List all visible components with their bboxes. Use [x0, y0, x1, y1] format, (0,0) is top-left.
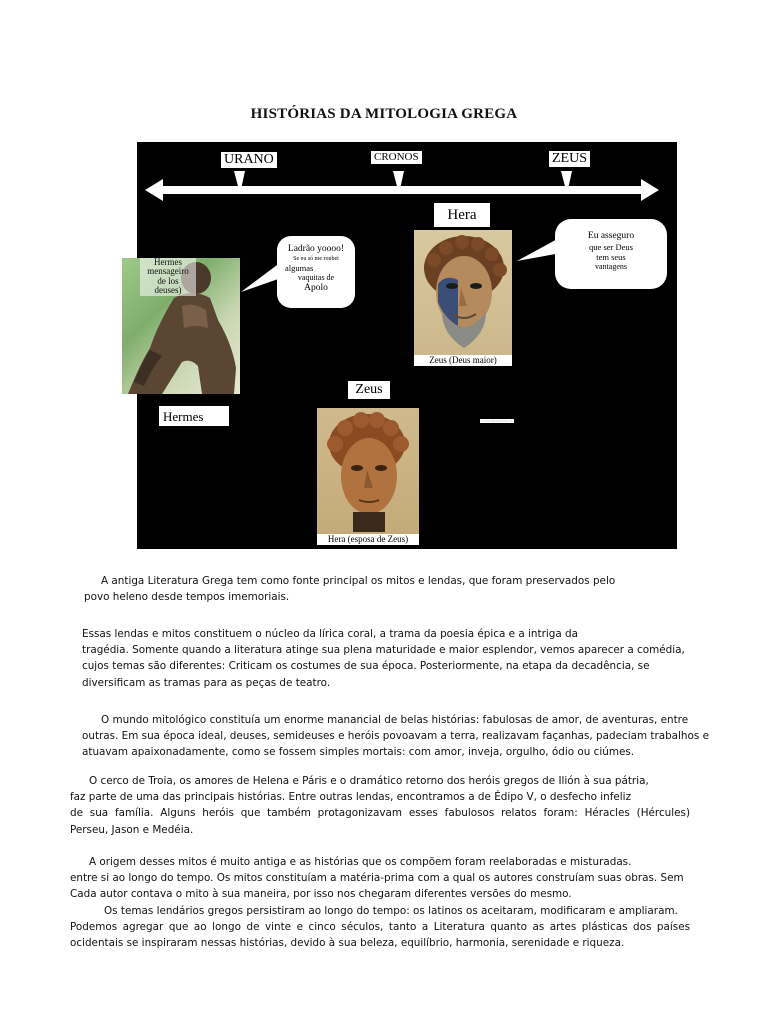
- paragraph-line: povo heleno desde tempos imemoriais.: [84, 591, 290, 604]
- paragraph-line: de sua família. Alguns heróis que também protagonizavam esses fabulosos relatos foram: Héracles (Hércules): [70, 807, 690, 820]
- bubble-tail: [241, 256, 281, 296]
- hermes-label-line: mensageiro: [147, 266, 189, 277]
- paragraph-line: Podemos agregar que ao longo de vinte e cinco séculos, tanto a Literatura quanto as artes plásticas dos países: [70, 920, 690, 933]
- page-title: HISTÓRIAS DA MITOLOGIA GREGA: [250, 106, 518, 122]
- hera-caption: Hera (esposa de Zeus): [317, 534, 419, 545]
- timeline-label-zeus: ZEUS: [549, 151, 590, 167]
- paragraph-line: outras. Em sua época ideal, deuses, semideuses e heróis povoavam a terra, realizavam façanhas, padeciam trabalhos e: [82, 730, 709, 743]
- hera-photo: [317, 408, 419, 545]
- hermes-label-line: Hermes: [154, 258, 182, 267]
- hera-head-illustration: [317, 408, 419, 532]
- paragraph-line: Cada autor contava o mito à sua maneira, por isso nos chegaram diferentes versões do mesmo.: [70, 888, 572, 901]
- paragraph-line: Os temas lendários gregos persistiram ao longo do tempo: os latinos os aceitaram, modificaram e ampliaram.: [104, 904, 678, 917]
- hermes-name-box: Hermes: [159, 406, 229, 426]
- speech-line: Apolo: [304, 283, 328, 293]
- paragraph-line: O cerco de Troia, os amores de Helena e Páris e o dramático retorno dos heróis gregos de Ilión à sua pátria,: [89, 775, 649, 787]
- zeus-head-illustration: [414, 230, 512, 352]
- speech-line: Se eu só me roubei: [293, 256, 339, 262]
- paragraph-line: atuavam apaixonadamente, como se fossem simples mortais: com amor, inveja, orgulho, ódio ou ciúmes.: [82, 746, 635, 759]
- hermes-speech-bubble: [241, 236, 359, 310]
- hera-name-box: Hera: [434, 203, 490, 227]
- paragraph-3: [82, 712, 722, 761]
- speech-line: tem seus: [596, 252, 626, 262]
- paragraph-line: Perseu, Jason e Medéia.: [70, 823, 194, 836]
- timeline-label-urano: URANO: [221, 152, 277, 168]
- paragraph-line: faz parte de uma das principais histórias. Entre outras lendas, encontramos a de Édipo V, o desfecho infeliz: [70, 791, 632, 804]
- hermes-photo-label: [140, 258, 196, 296]
- speech-line: vantagens: [595, 262, 627, 271]
- speech-line: algumas: [285, 263, 314, 273]
- zeus-photo: [414, 230, 512, 366]
- zeus-name-box: Zeus: [348, 381, 390, 399]
- speech-line: vaquitas de: [297, 273, 335, 282]
- paragraph-line: ocidentais se inspiraram nessas histórias, devido à sua beleza, equilíbrio, harmonia, serenidade e riqueza.: [70, 937, 625, 950]
- paragraph-line: O mundo mitológico constituía um enorme manancial de belas histórias: fabulosas de amor, de aventuras, entre: [101, 714, 689, 726]
- timeline-label-cronos: CRONOS: [371, 151, 422, 164]
- paragraph-line: Essas lendas e mitos constituem o núcleo da lírica coral, a trama da poesia épica e a intriga da: [82, 628, 578, 640]
- paragraph-2: [82, 626, 692, 691]
- zeus-caption: Zeus (Deus maior): [414, 355, 512, 366]
- hermes-speech-text: [277, 236, 355, 308]
- paragraph-line: entre si ao longo do tempo. Os mitos constituíam a matéria-prima com a qual os autores construíam suas obras. Sem: [70, 872, 684, 885]
- hermes-label-line: deuses): [154, 285, 182, 296]
- paragraph-line: cujos temas são diferentes: Criticam os costumes de sua época. Posteriormente, na etapa da decadência, se: [82, 660, 650, 673]
- paragraph-1: [84, 573, 684, 605]
- speech-line: Eu asseguro: [587, 231, 635, 241]
- timeline-arrow-shape: [145, 179, 659, 201]
- paragraph-line: A origem desses mitos é muito antiga e as histórias que os compõem foram reelaboradas e misturadas.: [89, 856, 632, 868]
- zeus-speech-bubble: [517, 219, 669, 291]
- paragraph-line: diversificam as tramas para as peças de teatro.: [82, 676, 331, 689]
- paragraph-4: [70, 773, 690, 838]
- hermes-label-line: de los: [157, 275, 179, 286]
- mythology-figure: [137, 142, 677, 549]
- speech-line: que ser Deus: [589, 242, 633, 252]
- hermes-photo: [122, 258, 240, 394]
- image-credit-note: www.spraneZeus.ar: [481, 418, 513, 423]
- zeus-speech-text: [555, 219, 667, 289]
- speech-line: Ladrão yoooo!: [287, 244, 345, 254]
- paragraph-line: tragédia. Somente quando a literatura atinge sua plena maturidade e maior esplendor, vemos aparecer a comédia,: [82, 644, 685, 657]
- paragraph-5: [70, 854, 690, 951]
- paragraph-line: A antiga Literatura Grega tem como fonte principal os mitos e lendas, que foram preservados pelo: [101, 575, 616, 587]
